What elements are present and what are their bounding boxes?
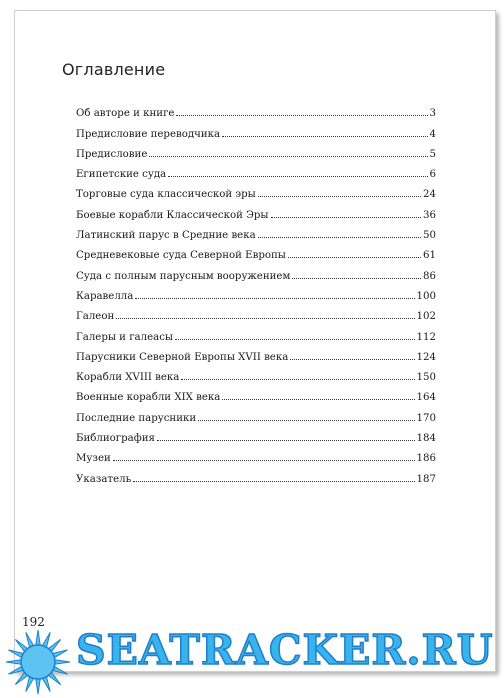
toc-dot-leader [222,399,414,400]
sun-ray [8,666,23,674]
toc-entry-page: 6 [429,169,436,181]
toc-entry-label: Суда с полным парусным вооружением [76,270,291,282]
toc-entry [76,119,436,139]
toc-dot-leader [113,460,415,461]
sun-ray [53,650,68,658]
page-number: 192 [22,615,45,629]
toc-entry-label: Об авторе и книге [76,108,175,120]
toc-entry-label: Корабли XVIII века [76,372,180,384]
toc-entry [76,241,436,261]
sun-ray [26,677,34,692]
toc-dot-leader [258,237,421,238]
toc-dot-leader [288,257,421,258]
toc-entry-label: Предисловие [76,148,148,160]
toc-entry-page: 36 [423,209,436,221]
sun-ray [26,632,34,647]
toc-dot-leader [133,481,414,482]
toc-entry-page: 5 [429,148,436,160]
toc-entry [76,261,436,281]
toc-entry [76,302,436,322]
toc-entry [76,363,436,383]
toc-entry-page: 100 [416,290,436,302]
toc-entry-page: 124 [416,351,436,363]
toc-entry [76,140,436,160]
toc-entry-label: Каравелла [76,290,134,302]
sun-ray [55,660,70,664]
toc-entry [76,424,436,444]
toc-entry-label: Галеон [76,311,115,323]
toc-dot-leader [292,278,421,279]
document-page [14,10,496,672]
sun-ray [53,666,68,674]
sun-ray [42,632,50,647]
toc-entry-label: Латинский парус в Средние века [76,230,256,242]
toc-entry-label: Парусники Северной Европы XVII века [76,351,289,363]
toc-entry-label: Указатель [76,473,132,485]
sun-ray [8,650,23,658]
toc-entry [76,99,436,119]
toc-entry [76,403,436,423]
sun-ray [6,660,21,664]
toc-entry [76,464,436,484]
toc-entry [76,282,436,302]
toc-entry-page: 150 [416,372,436,384]
toc-entry [76,383,436,403]
toc-entry-label: Библиография [76,433,155,445]
toc-entry [76,221,436,241]
toc-entry [76,160,436,180]
toc-entry-page: 86 [423,270,436,282]
toc-dot-leader [176,115,427,116]
toc-entry-page: 50 [423,230,436,242]
toc-dot-leader [175,339,415,340]
toc-dot-leader [271,217,421,218]
toc-entry-label: Торговые суда классической эры [76,189,256,201]
toc-entry-label: Последние парусники [76,412,197,424]
toc-entry-label: Боевые корабли Классической Эры [76,209,269,221]
toc-dot-leader [157,440,415,441]
toc-dot-leader [290,359,414,360]
toc-entry-label: Военные корабли XIX века [76,392,221,404]
toc-dot-leader [135,298,414,299]
toc-entry [76,200,436,220]
toc-dot-leader [149,156,427,157]
toc-entry-page: 4 [429,128,436,140]
toc-dot-leader [222,136,427,137]
sun-icon [4,610,76,698]
toc-dot-leader [258,196,421,197]
toc-entry-page: 112 [416,331,436,343]
watermark-text: SEATRACKER.RU [76,626,494,674]
sun-ray [36,630,40,645]
toc-entry-label: Египетские суда [76,169,167,181]
toc-title: Оглавление [62,60,166,79]
toc-entry-page: 187 [416,473,436,485]
toc-entry-page: 61 [423,250,436,262]
toc-entry-page: 24 [423,189,436,201]
toc-entry-page: 3 [429,108,436,120]
watermark [0,606,504,698]
toc-entry-page: 186 [416,453,436,465]
toc-entry-page: 164 [416,392,436,404]
toc-dot-leader [116,318,414,319]
toc-entry-label: Средневековые суда Северной Европы [76,250,286,262]
toc-entry [76,343,436,363]
toc-list [76,99,436,485]
toc-entry [76,444,436,464]
toc-entry-page: 170 [416,412,436,424]
toc-dot-leader [198,420,414,421]
toc-dot-leader [168,176,427,177]
toc-entry [76,322,436,342]
sun-ray [36,679,40,694]
toc-entry [76,180,436,200]
toc-dot-leader [181,379,414,380]
toc-entry-page: 102 [416,311,436,323]
toc-entry-label: Галеры и галеасы [76,331,174,343]
toc-entry-label: Музеи [76,453,111,465]
sun-ray [42,677,50,692]
toc-entry-label: Предисловие переводчика [76,128,221,140]
toc-entry-page: 184 [416,433,436,445]
